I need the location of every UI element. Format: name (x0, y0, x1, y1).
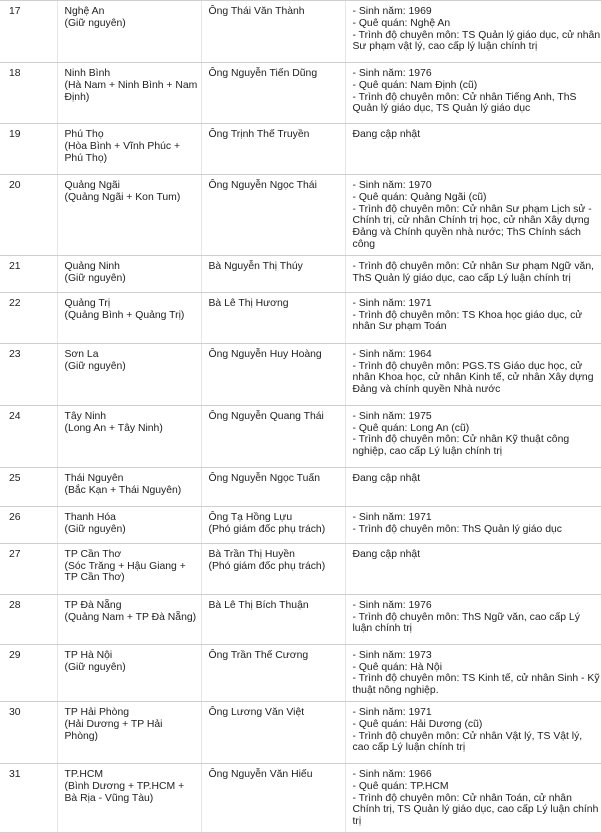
province-cell (57, 506, 201, 543)
table-body (0, 1, 601, 833)
director-cell-line: Bà Nguyễn Thị Thúy (209, 261, 342, 273)
province-cell-line: Phú Thọ (65, 129, 198, 141)
director-cell (201, 343, 345, 405)
table-row (0, 467, 601, 506)
province-cell-line: (Giữ nguyên) (65, 662, 198, 674)
info-cell-line: - Sinh năm: 1969 (353, 6, 601, 18)
director-cell-line: Ông Nguyễn Văn Hiếu (209, 769, 342, 781)
info-cell-line: - Sinh năm: 1976 (353, 600, 601, 612)
table-row (0, 543, 601, 594)
info-cell (345, 405, 601, 467)
table-row (0, 644, 601, 701)
director-cell (201, 543, 345, 594)
row-number: 22 (0, 292, 57, 343)
info-cell (345, 506, 601, 543)
row-number: 30 (0, 701, 57, 763)
director-cell (201, 1, 345, 63)
info-cell-line: - Sinh năm: 1970 (353, 180, 601, 192)
info-cell-line: - Trình độ chuyên môn: PGS.TS Giáo dục học, cử nhân Khoa học, cử nhân Kinh tế, cử nhân Xây dựng Đảng và chính quyền Nhà nước (353, 361, 601, 396)
province-cell-line: Ninh Bình (65, 68, 198, 80)
province-cell-line: (Hòa Bình + Vĩnh Phúc + Phú Thọ) (65, 141, 198, 165)
info-cell-line: - Trình độ chuyên môn: TS Khoa học giáo dục, cử nhân Sư phạm Toán (353, 310, 601, 334)
director-cell-line: Ông Nguyễn Ngọc Thái (209, 180, 342, 192)
info-cell-line: - Trình độ chuyên môn: Cử nhân Vật lý, TS Vật lý, cao cấp Lý luận chính trị (353, 731, 601, 755)
info-cell (345, 763, 601, 832)
info-cell-line: - Sinh năm: 1971 (353, 512, 601, 524)
table-row (0, 1, 601, 63)
province-cell-line: (Giữ nguyên) (65, 361, 198, 373)
director-cell-line: Ông Thái Văn Thành (209, 6, 342, 18)
info-cell (345, 543, 601, 594)
province-cell-line: TP Đà Nẵng (65, 600, 198, 612)
province-cell-line: (Hải Dương + TP Hải Phòng) (65, 719, 198, 743)
director-cell-line: Ông Nguyễn Huy Hoàng (209, 349, 342, 361)
info-cell (345, 1, 601, 63)
table-row (0, 63, 601, 124)
info-cell-line: - Quê quán: Hà Nội (353, 662, 601, 674)
info-cell (345, 63, 601, 124)
province-cell (57, 467, 201, 506)
table-row (0, 405, 601, 467)
info-cell-line: - Sinh năm: 1976 (353, 68, 601, 80)
province-cell-line: (Bình Dương + TP.HCM + Bà Rịa - Vũng Tàu) (65, 781, 198, 805)
info-cell-line: Đang cập nhật (353, 129, 601, 141)
director-cell-line: Ông Trịnh Thế Truyền (209, 129, 342, 141)
province-cell-line: TP Hải Phòng (65, 707, 198, 719)
row-number: 17 (0, 1, 57, 63)
province-cell-line: Tây Ninh (65, 411, 198, 423)
province-cell-line: Thái Nguyên (65, 473, 198, 485)
info-cell (345, 644, 601, 701)
director-cell-line: Ông Lương Văn Việt (209, 707, 342, 719)
table-row (0, 701, 601, 763)
table-row (0, 594, 601, 644)
info-cell-line: - Sinh năm: 1971 (353, 298, 601, 310)
province-cell (57, 124, 201, 175)
province-cell (57, 701, 201, 763)
province-cell (57, 63, 201, 124)
director-cell (201, 63, 345, 124)
row-number: 19 (0, 124, 57, 175)
director-cell (201, 506, 345, 543)
row-number: 20 (0, 175, 57, 256)
info-cell (345, 467, 601, 506)
province-cell-line: (Quảng Ngãi + Kon Tum) (65, 192, 198, 204)
province-cell-line: TP Hà Nội (65, 650, 198, 662)
director-cell (201, 405, 345, 467)
row-number: 31 (0, 763, 57, 832)
info-cell-line: - Trình độ chuyên môn: Cử nhân Toán, cử nhân Chính trị, TS Quản lý giáo dục, cao cấp Lý luận chính trị (353, 793, 601, 828)
row-number: 25 (0, 467, 57, 506)
info-cell (345, 292, 601, 343)
province-cell-line: TP.HCM (65, 769, 198, 781)
table-row (0, 506, 601, 543)
info-cell (345, 594, 601, 644)
director-cell-line: (Phó giám đốc phụ trách) (209, 561, 342, 573)
director-cell-line: Ông Nguyễn Quang Thái (209, 411, 342, 423)
province-cell-line: (Giữ nguyên) (65, 273, 198, 285)
director-cell (201, 763, 345, 832)
director-cell (201, 644, 345, 701)
table-row (0, 255, 601, 292)
info-cell-line: - Sinh năm: 1966 (353, 769, 601, 781)
info-cell (345, 701, 601, 763)
info-cell-line: - Quê quán: Nghệ An (353, 18, 601, 30)
director-cell (201, 292, 345, 343)
province-cell-line: Sơn La (65, 349, 198, 361)
info-cell-line: - Trình độ chuyên môn: Cử nhân Sư phạm Ngữ văn, ThS Quản lý giáo dục, cao cấp Lý luận chính trị (353, 261, 601, 285)
info-cell-line: - Trình độ chuyên môn: Cử nhân Tiếng Anh, ThS Quản lý giáo dục, TS Quản lý giáo dục (353, 92, 601, 116)
director-cell-line: Bà Lê Thị Bích Thuận (209, 600, 342, 612)
info-cell-line: - Trình độ chuyên môn: TS Quản lý giáo dục, cử nhân Sư phạm vật lý, cao cấp lý luận chính trị (353, 30, 601, 54)
table-row (0, 124, 601, 175)
info-cell (345, 124, 601, 175)
info-cell-line: Đang cập nhật (353, 549, 601, 561)
info-cell-line: - Trình độ chuyên môn: ThS Quản lý giáo dục (353, 524, 601, 536)
info-cell-line: - Quê quán: Nam Định (cũ) (353, 80, 601, 92)
table-row (0, 763, 601, 832)
director-cell-line: Ông Trần Thế Cương (209, 650, 342, 662)
director-cell-line: Bà Lê Thị Hương (209, 298, 342, 310)
row-number: 24 (0, 405, 57, 467)
info-cell-line: - Quê quán: Quảng Ngãi (cũ) (353, 192, 601, 204)
province-cell (57, 405, 201, 467)
director-cell (201, 594, 345, 644)
row-number: 27 (0, 543, 57, 594)
info-cell-line: - Quê quán: Long An (cũ) (353, 423, 601, 435)
province-cell-line: (Giữ nguyên) (65, 524, 198, 536)
province-cell-line: Quảng Ninh (65, 261, 198, 273)
info-cell-line: - Quê quán: TP.HCM (353, 781, 601, 793)
table-row (0, 343, 601, 405)
province-cell (57, 343, 201, 405)
table-row (0, 175, 601, 256)
province-cell-line: Nghệ An (65, 6, 198, 18)
province-cell-line: Quảng Trị (65, 298, 198, 310)
director-cell (201, 124, 345, 175)
province-cell-line: (Quảng Nam + TP Đà Nẵng) (65, 612, 198, 624)
province-cell-line: TP Cần Thơ (65, 549, 198, 561)
info-cell-line: - Sinh năm: 1973 (353, 650, 601, 662)
province-cell (57, 543, 201, 594)
info-cell (345, 175, 601, 256)
info-cell-line: - Trình độ chuyên môn: TS Kinh tế, cử nhân Sinh - Kỹ thuật nông nghiệp. (353, 673, 601, 697)
row-number: 26 (0, 506, 57, 543)
director-cell-line: Ông Nguyễn Tiến Dũng (209, 68, 342, 80)
province-cell-line: (Bắc Kạn + Thái Nguyên) (65, 485, 198, 497)
province-cell (57, 763, 201, 832)
row-number: 18 (0, 63, 57, 124)
info-cell-line: Đang cập nhật (353, 473, 601, 485)
info-cell (345, 255, 601, 292)
info-cell-line: - Quê quán: Hải Dương (cũ) (353, 719, 601, 731)
info-cell-line: - Sinh năm: 1971 (353, 707, 601, 719)
info-cell-line: - Sinh năm: 1975 (353, 411, 601, 423)
province-cell-line: Quảng Ngãi (65, 180, 198, 192)
province-cell (57, 644, 201, 701)
table-row (0, 292, 601, 343)
province-cell-line: (Hà Nam + Ninh Bình + Nam Định) (65, 80, 198, 104)
info-cell (345, 343, 601, 405)
director-cell (201, 175, 345, 256)
row-number: 23 (0, 343, 57, 405)
row-number: 21 (0, 255, 57, 292)
director-cell-line: Ông Nguyễn Ngọc Tuấn (209, 473, 342, 485)
province-cell-line: Thanh Hóa (65, 512, 198, 524)
province-cell-line: (Long An + Tây Ninh) (65, 423, 198, 435)
director-cell (201, 701, 345, 763)
info-cell-line: - Trình độ chuyên môn: Cử nhân Kỹ thuật công nghiệp, cao cấp Lý luận chính trị (353, 434, 601, 458)
province-cell-line: (Quảng Bình + Quảng Trị) (65, 310, 198, 322)
province-cell (57, 175, 201, 256)
info-cell-line: - Sinh năm: 1964 (353, 349, 601, 361)
director-cell-line: Ông Tạ Hồng Lựu (209, 512, 342, 524)
row-number: 29 (0, 644, 57, 701)
province-cell-line: (Sóc Trăng + Hậu Giang + TP Cần Thơ) (65, 561, 198, 585)
province-cell (57, 292, 201, 343)
director-cell (201, 467, 345, 506)
director-cell (201, 255, 345, 292)
director-cell-line: (Phó giám đốc phụ trách) (209, 524, 342, 536)
province-cell (57, 1, 201, 63)
info-cell-line: - Trình độ chuyên môn: Cử nhân Sư phạm Lịch sử - Chính trị, cử nhân Chính trị học, cử nhân Xây dựng Đảng và Chính quyền nhà nước; ThS Chính sách công (353, 204, 601, 251)
director-cell-line: Bà Trần Thị Huyền (209, 549, 342, 561)
info-cell-line: - Trình độ chuyên môn: ThS Ngữ văn, cao cấp Lý luận chính trị (353, 612, 601, 636)
province-cell-line: (Giữ nguyên) (65, 18, 198, 30)
province-cell (57, 255, 201, 292)
province-cell (57, 594, 201, 644)
row-number: 28 (0, 594, 57, 644)
